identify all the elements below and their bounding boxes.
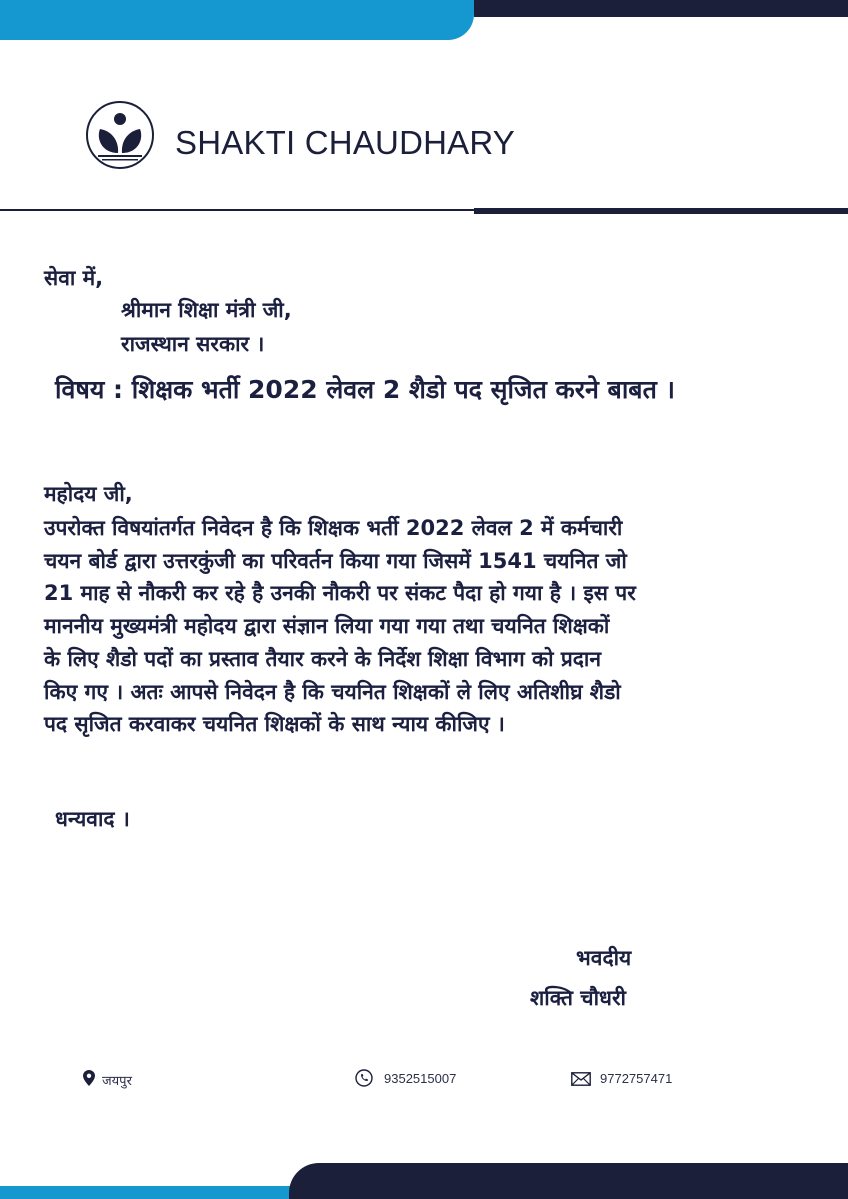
letter-body: [44, 512, 824, 741]
body-line: उपरोक्त विषयांतर्गत निवेदन है कि शिक्षक भर्ती 2022 लेवल 2 में कर्मचारी: [44, 516, 623, 540]
header-navy-bar: [474, 0, 848, 17]
header-blue-bar: [0, 0, 474, 40]
mail-icon: [571, 1072, 591, 1086]
phone-icon: [355, 1069, 373, 1087]
header-divider-thin: [0, 209, 474, 211]
footer-location: जयपुर: [102, 1073, 132, 1088]
closing: भवदीय: [576, 946, 632, 970]
header-divider-thick: [474, 208, 848, 214]
body-line: पद सृजित करवाकर चयनित शिक्षकों के साथ न्याय कीजिए ।: [44, 712, 505, 737]
recipient-title: श्रीमान शिक्षा मंत्री जी,: [121, 298, 292, 322]
footer-navy-bar: [289, 1163, 848, 1199]
footer-phone: 9352515007: [384, 1071, 457, 1086]
body-line: माननीय मुख्यमंत्री महोदय द्वारा संज्ञान लिया गया गया तथा चयनित शिक्षकों: [44, 614, 610, 639]
body-line: चयन बोर्ड द्वारा उत्तरकुंजी का परिवर्तन किया गया जिसमें 1541 चयनित जो: [44, 548, 627, 573]
greeting: महोदय जी,: [44, 482, 133, 506]
thanks-note: धन्यवाद ।: [55, 807, 130, 831]
body-line: 21 माह से नौकरी कर रहे है उनकी नौकरी पर संकट पैदा हो गया है । इस पर: [44, 581, 636, 606]
signer-name: शक्ति चौधरी: [530, 986, 626, 1010]
logo-emblem: [86, 101, 154, 169]
salutation: सेवा में,: [44, 266, 104, 290]
footer-email: 9772757471: [600, 1071, 673, 1086]
body-line: किए गए । अतः आपसे निवेदन है कि चयनित शिक्षकों ले लिए अतिशीघ्र शैडो: [44, 679, 621, 704]
footer-blue-bar: [0, 1186, 300, 1199]
recipient-office: राजस्थान सरकार ।: [121, 332, 265, 356]
sprout-leaves-icon: [88, 103, 152, 167]
letter-subject: विषय : शिक्षक भर्ती 2022 लेवल 2 शैडो पद सृजित करने बाबत ।: [55, 375, 675, 404]
brand-name: SHAKTI CHAUDHARY: [175, 124, 515, 161]
body-line: के लिए शैडो पदों का प्रस्ताव तैयार करने के निर्देश शिक्षा विभाग को प्रदान: [44, 646, 602, 671]
location-pin-icon: [83, 1070, 95, 1086]
